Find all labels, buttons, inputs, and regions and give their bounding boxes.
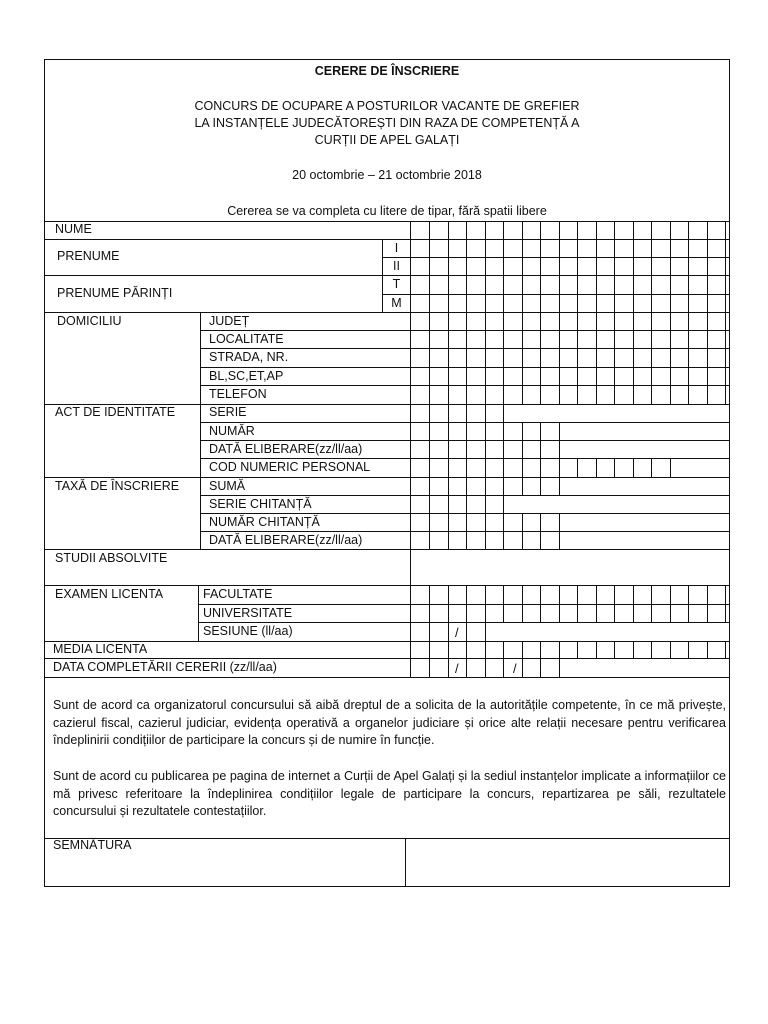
label-studii: STUDII ABSOLVITE <box>55 551 168 565</box>
label-serie: SERIE <box>209 405 247 419</box>
fill-instructions: Cererea se va completa cu litere de tipar, fără spatii libere <box>227 204 547 218</box>
label-taxa: TAXĂ DE ÎNSCRIERE <box>55 479 180 493</box>
sesiune-separator: / <box>455 625 459 640</box>
label-strada: STRADA, NR. <box>209 350 289 364</box>
data-separator-2: / <box>513 661 517 676</box>
label-serie-chitanta: SERIE CHITANȚĂ <box>209 497 312 511</box>
label-suma: SUMĂ <box>209 479 246 493</box>
contest-title-line1: CONCURS DE OCUPARE A POSTURILOR VACANTE DE GREFIER <box>194 99 580 113</box>
consent-paragraph-1: Sunt de acord ca organizatorul concursului să aibă dreptul de a solicita de la autoritățile competente, în ce mă privește, cazierul fiscal, cazierul judiciar, evidența operativă a organelor judiciare și orice alte relații necesare pentru verificarea îndeplinirii condițiilor de participare la concurs și de numire în funcție. <box>53 698 726 747</box>
label-cnp: COD NUMERIC PERSONAL <box>209 460 371 474</box>
data-separator-1: / <box>455 661 459 676</box>
label-numar: NUMĂR <box>209 424 255 438</box>
label-prenume-1: I <box>394 241 399 255</box>
contest-title-line2: LA INSTANȚELE JUDECĂTOREȘTI DIN RAZA DE COMPETENȚĂ A <box>194 116 580 130</box>
label-bloc: BL,SC,ET,AP <box>209 369 284 383</box>
form-border <box>45 60 730 887</box>
label-telefon: TELEFON <box>209 387 267 401</box>
label-act-identitate: ACT DE IDENTITATE <box>55 405 176 419</box>
label-examen: EXAMEN LICENTA <box>55 587 164 601</box>
label-facultate: FACULTATE <box>203 587 273 601</box>
consent-paragraph-2: Sunt de acord cu publicarea pe pagina de internet a Curții de Apel Galați și la sediul instanțelor implicate a informațiilor ce mă privesc referitoare la îndeplinirea condițiilor legale de participare la concurs, repartizarea pe săli, rezultatele concursului și rezultatele contestațiilor. <box>53 769 726 818</box>
label-parinte-tata: T <box>392 277 401 291</box>
label-sesiune: SESIUNE (ll/aa) <box>203 624 293 638</box>
label-judet: JUDEȚ <box>209 314 250 328</box>
contest-dates: 20 octombrie – 21 octombrie 2018 <box>292 168 482 182</box>
label-data-completarii: DATA COMPLETĂRII CERERII (zz/ll/aa) <box>53 660 277 674</box>
label-data-eliberare: DATĂ ELIBERARE(zz/ll/aa) <box>209 442 363 456</box>
label-prenume: PRENUME <box>57 249 120 263</box>
label-numar-chitanta: NUMĂR CHITANȚĂ <box>209 515 320 529</box>
label-parinte-mama: M <box>391 296 402 310</box>
label-data-eliberare-taxa: DATĂ ELIBERARE(zz/ll/aa) <box>209 533 363 547</box>
contest-title-line3: CURȚII DE APEL GALAȚI <box>314 133 460 147</box>
form-title: CERERE DE ÎNSCRIERE <box>314 64 460 78</box>
label-universitate: UNIVERSITATE <box>203 606 293 620</box>
label-prenume-2: II <box>393 259 400 273</box>
label-semnatura: SEMNĂTURA <box>53 838 132 852</box>
label-media: MEDIA LICENTA <box>53 642 148 656</box>
label-localitate: LOCALITATE <box>209 332 284 346</box>
label-prenume-parinti: PRENUME PĂRINȚI <box>57 286 173 300</box>
label-nume: NUME <box>55 222 92 236</box>
label-domiciliu: DOMICILIU <box>57 314 122 328</box>
